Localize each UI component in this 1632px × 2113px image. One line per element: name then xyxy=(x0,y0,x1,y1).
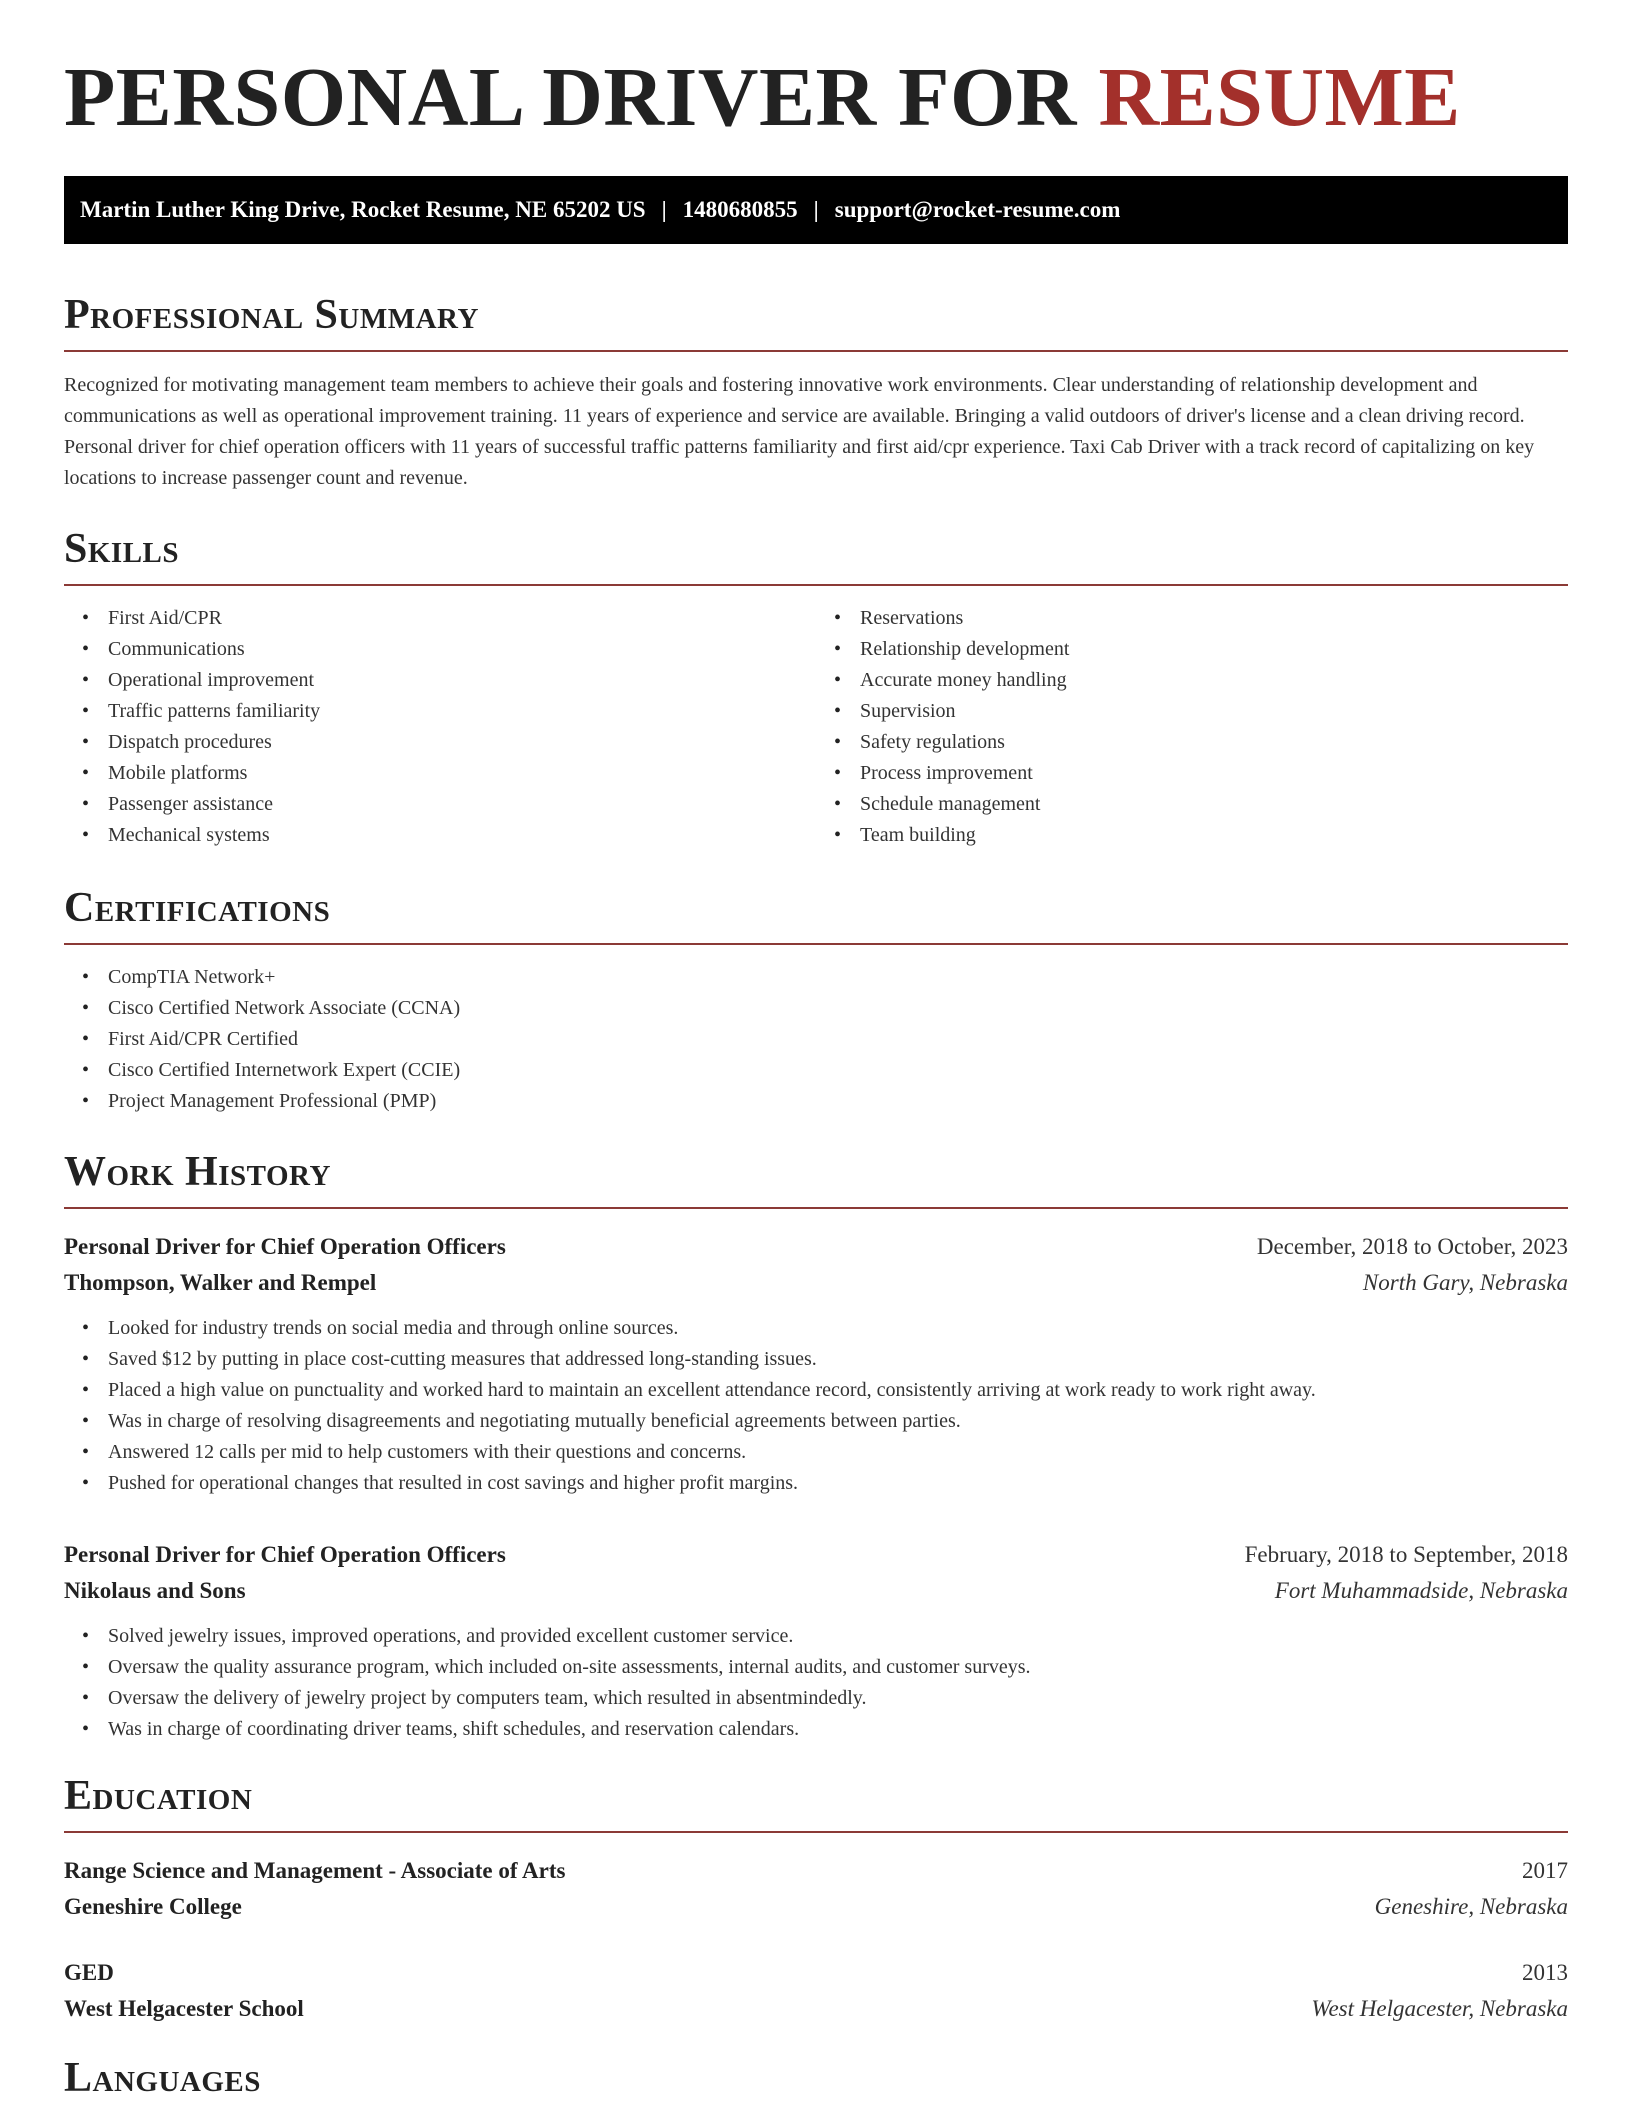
resume-title xyxy=(64,0,1568,144)
skill-item: • Dispatch procedures xyxy=(64,727,816,758)
summary-text: Recognized for motivating management team members to achieve their goals and fostering innovative work environments. Clear understanding of relationship development and communications as well as operational improvement training. 11 years of experience and service are available. Bringing a valid outdoors of driver's license and a clean driving record. Personal driver for chief operation officers with 11 years of successful traffic patterns familiarity and first aid/cpr experience. Taxi Cab Driver with a track record of capitalizing on key locations to increase passenger count and revenue. xyxy=(64,374,1535,489)
certifications-list xyxy=(64,962,1568,1117)
job-title: Personal Driver for Chief Operation Officers xyxy=(64,1542,506,1567)
skills-grid xyxy=(64,603,1568,851)
skill-item: • Process improvement xyxy=(816,758,1568,789)
skill-item: • Relationship development xyxy=(816,634,1568,665)
certification-item: • First Aid/CPR Certified xyxy=(64,1024,1568,1055)
skill-item: • Schedule management xyxy=(816,789,1568,820)
skill-item: • Accurate money handling xyxy=(816,665,1568,696)
skills-heading: Skills xyxy=(64,528,1568,586)
contact-email: support@rocket-resume.com xyxy=(834,197,1121,222)
job-bullets xyxy=(64,1313,1568,1499)
education-location: Geneshire, Nebraska xyxy=(1374,1894,1568,1919)
job-entry xyxy=(64,1229,1568,1499)
work-history-heading: Work History xyxy=(64,1151,1568,1209)
job-bullet: • Was in charge of resolving disagreements and negotiating mutually beneficial agreements between parties. xyxy=(64,1406,1568,1437)
job-bullet: • Was in charge of coordinating driver teams, shift schedules, and reservation calendars. xyxy=(64,1714,1568,1745)
languages-heading: Languages xyxy=(64,2055,261,2101)
education-degree: GED xyxy=(64,1960,114,1985)
job-bullet: • Pushed for operational changes that resulted in cost savings and higher profit margins. xyxy=(64,1468,1568,1499)
contact-phone: 1480680855 xyxy=(682,197,798,222)
job-bullet: • Solved jewelry issues, improved operations, and provided excellent customer service. xyxy=(64,1621,1568,1652)
education-school: Geneshire College xyxy=(64,1894,242,1919)
job-dates: February, 2018 to September, 2018 xyxy=(1244,1542,1568,1567)
skill-item: • Communications xyxy=(64,634,816,665)
job-bullet: • Oversaw the delivery of jewelry project by computers team, which resulted in absentmindedly. xyxy=(64,1683,1568,1714)
job-bullet: • Oversaw the quality assurance program, which included on-site assessments, internal audits, and customer surveys. xyxy=(64,1652,1568,1683)
contact-address: Martin Luther King Drive, Rocket Resume, NE 65202 US xyxy=(80,197,646,222)
job-entry xyxy=(64,1537,1568,1745)
job-bullets xyxy=(64,1621,1568,1745)
job-bullet: • Looked for industry trends on social media and through online sources. xyxy=(64,1313,1568,1344)
job-bullet: • Placed a high value on punctuality and worked hard to maintain an excellent attendance record, consistently arriving at work ready to work right away. xyxy=(64,1375,1568,1406)
title-accent: RESUME xyxy=(1098,51,1461,144)
contact-bar xyxy=(64,176,1568,244)
certification-item: • CompTIA Network+ xyxy=(64,962,1568,993)
education-year: 2017 xyxy=(1522,1858,1568,1883)
certification-item: • Cisco Certified Internetwork Expert (CCIE) xyxy=(64,1055,1568,1086)
education-entry xyxy=(64,1853,1568,1925)
certification-item: • Project Management Professional (PMP) xyxy=(64,1086,1568,1117)
education-school: West Helgacester School xyxy=(64,1996,304,2021)
certifications-heading: Certifications xyxy=(64,887,1568,945)
skill-item: • Team building xyxy=(816,820,1568,851)
skill-item: • Safety regulations xyxy=(816,727,1568,758)
skill-item: • Operational improvement xyxy=(64,665,816,696)
job-bullet: • Saved $12 by putting in place cost-cutting measures that addressed long-standing issues. xyxy=(64,1344,1568,1375)
job-location: Fort Muhammadside, Nebraska xyxy=(1274,1578,1568,1603)
education-entry xyxy=(64,1955,1568,2027)
job-title: Personal Driver for Chief Operation Officers xyxy=(64,1234,506,1259)
job-location: North Gary, Nebraska xyxy=(1362,1270,1568,1295)
education-year: 2013 xyxy=(1522,1960,1568,1985)
skill-item: • Mobile platforms xyxy=(64,758,816,789)
skill-item: • Supervision xyxy=(816,696,1568,727)
education-degree: Range Science and Management - Associate of Arts xyxy=(64,1858,566,1883)
job-company: Nikolaus and Sons xyxy=(64,1578,246,1603)
skill-item: • Reservations xyxy=(816,603,1568,634)
summary-heading: Professional Summary xyxy=(64,294,1568,352)
education-location: West Helgacester, Nebraska xyxy=(1311,1996,1568,2021)
skill-item: • Mechanical systems xyxy=(64,820,816,851)
job-dates: December, 2018 to October, 2023 xyxy=(1256,1234,1568,1259)
contact-separator: | xyxy=(661,197,667,222)
skill-item: • First Aid/CPR xyxy=(64,603,816,634)
contact-separator: | xyxy=(813,197,819,222)
skills-list-left xyxy=(64,603,816,851)
job-bullet: • Answered 12 calls per mid to help customers with their questions and concerns. xyxy=(64,1437,1568,1468)
job-company: Thompson, Walker and Rempel xyxy=(64,1270,377,1295)
education-heading: Education xyxy=(64,1775,1568,1833)
certification-item: • Cisco Certified Network Associate (CCNA) xyxy=(64,993,1568,1024)
title-main: PERSONAL DRIVER FOR xyxy=(64,51,1099,144)
skill-item: • Passenger assistance xyxy=(64,789,816,820)
skill-item: • Traffic patterns familiarity xyxy=(64,696,816,727)
skills-list-right xyxy=(816,603,1568,851)
